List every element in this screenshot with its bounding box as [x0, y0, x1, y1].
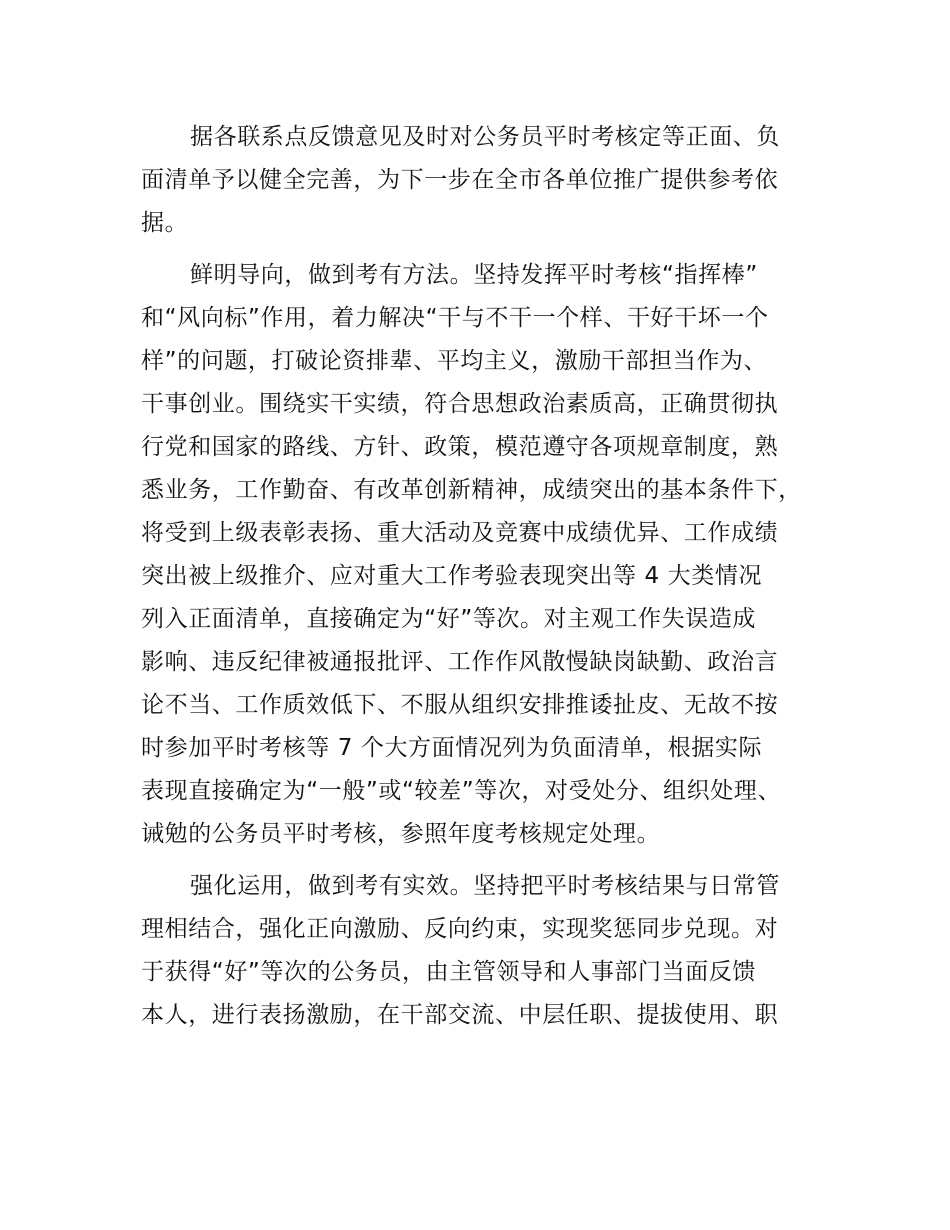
paragraph-1-line-3: 据。 — [141, 210, 189, 236]
paragraph-2-line-11: 论不当、工作质效低下、不服从组织安排推诿扯皮、无故不按 — [141, 692, 779, 718]
paragraph-3-line-3: 于获得“好”等次的公务员，由主管领导和人事部门当面反馈 — [141, 959, 757, 985]
paragraph-2-line-8: 突出被上级推介、应对重大工作考验表现突出等 4 大类情况 — [141, 563, 763, 589]
paragraph-2-line-12: 时参加平时考核等 7 个大方面情况列为负面清单，根据实际 — [141, 735, 763, 761]
paragraph-2-line-5: 行党和国家的路线、方针、政策，模范遵守各项规章制度，熟 — [141, 434, 779, 460]
paragraph-3-line-4: 本人，进行表扬激励，在干部交流、中层任职、提拔使用、职 — [141, 1002, 779, 1028]
paragraph-2-line-14: 诫勉的公务员平时考核，参照年度考核规定处理。 — [141, 821, 661, 847]
paragraph-1-line-1: 据各联系点反馈意见及时对公务员平时考核定等正面、负 — [190, 124, 780, 150]
paragraph-2-line-3: 样”的问题，打破论资排辈、平均主义，激励干部担当作为、 — [141, 348, 768, 374]
paragraph-3-line-2: 理相结合，强化正向激励、反向约束，实现奖惩同步兑现。对 — [141, 916, 779, 942]
paragraph-2-line-9: 列入正面清单，直接确定为“好”等次。对主观工作失误造成 — [141, 606, 757, 632]
paragraph-3-line-1: 强化运用，做到考有实效。坚持把平时考核结果与日常管 — [190, 873, 780, 899]
paragraph-2-line-7: 将受到上级表彰表扬、重大活动及竞赛中成绩优异、工作成绩 — [141, 520, 779, 546]
paragraph-2-line-10: 影响、违反纪律被通报批评、工作作风散慢缺岗缺勤、政治言 — [141, 649, 779, 675]
paragraph-2-line-1: 鲜明导向，做到考有方法。坚持发挥平时考核“指挥棒” — [190, 262, 758, 288]
paragraph-2-line-6: 悉业务，工作勤奋、有改革创新精神，成绩突出的基本条件下， — [141, 477, 802, 503]
paragraph-1-line-2: 面清单予以健全完善，为下一步在全市各单位推广提供参考依 — [141, 167, 779, 193]
paragraph-2-line-13: 表现直接确定为“一般”或“较差”等次，对受处分、组织处理、 — [141, 778, 782, 804]
paragraph-2-line-4: 干事创业。围绕实干实绩，符合思想政治素质高，正确贯彻执 — [141, 391, 779, 417]
paragraph-2-line-2: 和“风向标”作用，着力解决“干与不干一个样、干好干坏一个 — [141, 305, 769, 331]
